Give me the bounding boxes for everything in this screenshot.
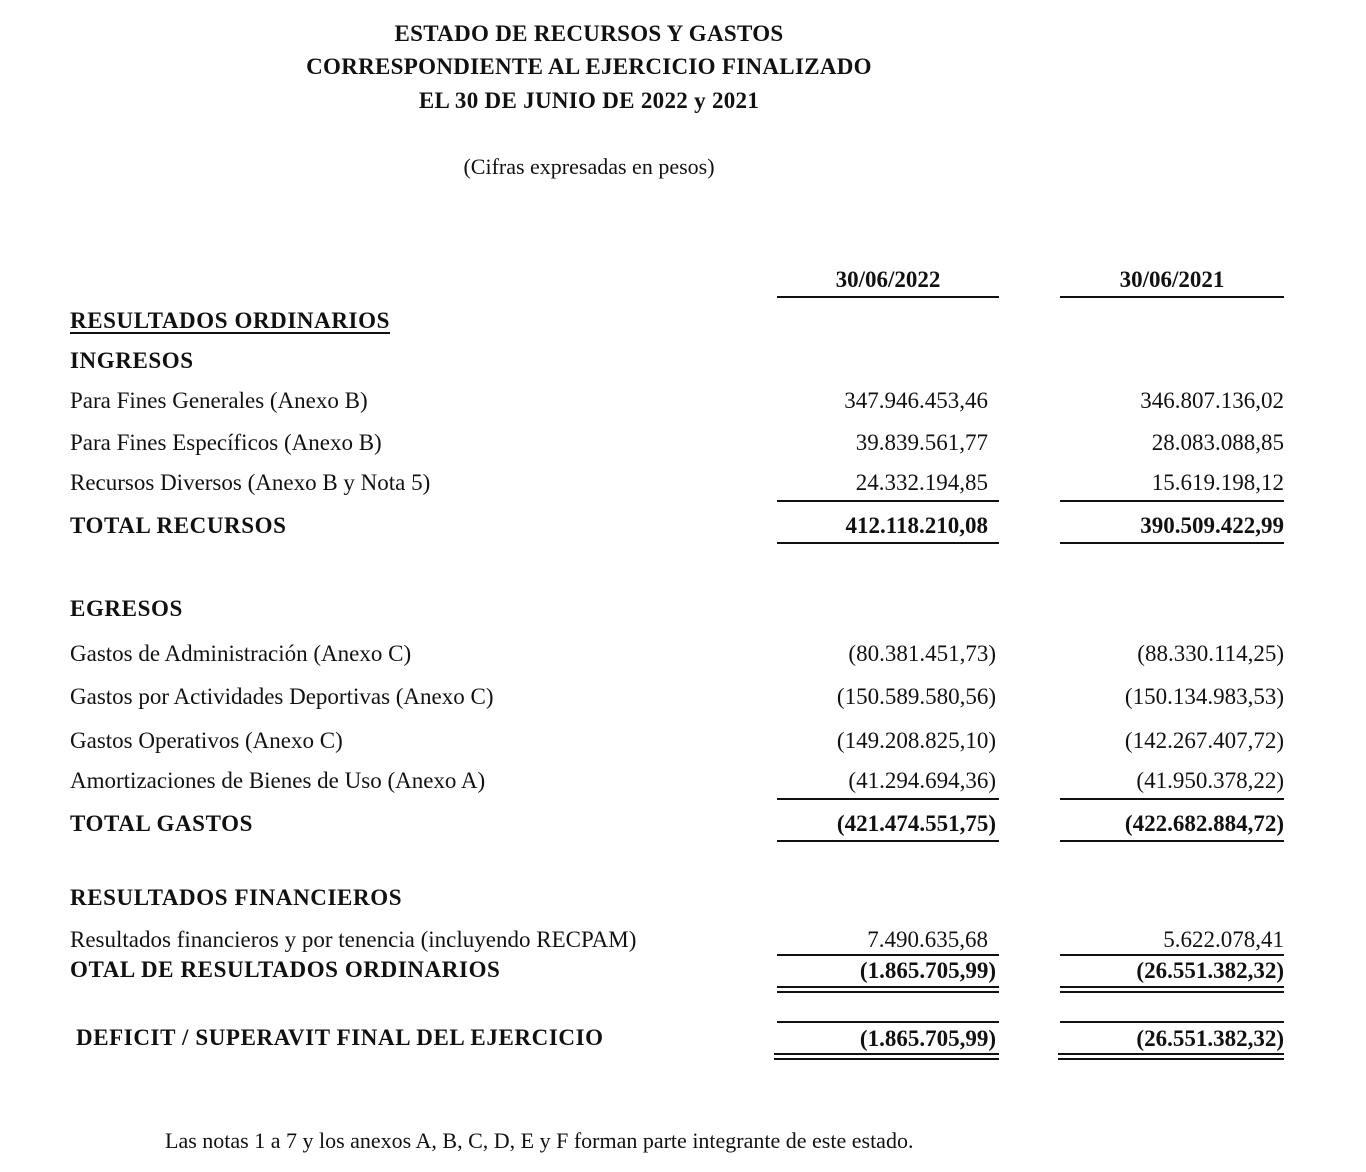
row-label-amortizaciones: Amortizaciones de Bienes de Uso (Anexo A): [70, 768, 486, 793]
row-value-2021-deficit-superavit: (26.551.382,32): [1136, 1026, 1284, 1051]
column-header-2022: 30/06/2022: [835, 267, 941, 292]
row-value-2021-total-recursos: 390.509.422,99: [1140, 513, 1284, 538]
section-resultados-financieros: RESULTADOS FINANCIEROS: [70, 885, 403, 910]
title-line-2: CORRESPONDIENTE AL EJERCICIO FINALIZADO: [306, 54, 872, 79]
row-label-total-ordinarios: OTAL DE RESULTADOS ORDINARIOS: [70, 957, 501, 982]
row-label-total-recursos: TOTAL RECURSOS: [70, 513, 287, 538]
row-value-2021-gastos-operativos: (142.267.407,72): [1124, 728, 1284, 753]
row-label-gastos-operativos: Gastos Operativos (Anexo C): [70, 728, 343, 753]
row-value-2022-amortizaciones: (41.294.694,36): [848, 768, 996, 793]
header-rule-2022: [777, 296, 999, 298]
total-rule-2022: [777, 542, 999, 544]
row-value-2022-gastos-operativos: (149.208.825,10): [836, 728, 996, 753]
total-rule-2021: [1060, 542, 1284, 544]
row-value-2021-resultados-financieros: 5.622.078,41: [1163, 927, 1284, 952]
column-header-2021: 30/06/2021: [1119, 267, 1225, 292]
header-rule-2021: [1060, 296, 1284, 298]
total-rule-gastos-2022: [777, 840, 999, 842]
row-value-2022-recursos-diversos: 24.332.194,85: [855, 470, 988, 495]
double-rule-ordinarios-2022: [777, 986, 999, 993]
footer-note: Las notas 1 a 7 y los anexos A, B, C, D, E y F forman parte integrante de este estado.: [165, 1128, 914, 1153]
row-label-fines-especificos: Para Fines Específicos (Anexo B): [70, 430, 382, 455]
row-value-2021-recursos-diversos: 15.619.198,12: [1151, 470, 1284, 495]
currency-note: (Cifras expresadas en pesos): [463, 154, 715, 179]
row-value-2022-total-recursos: 412.118.210,08: [845, 513, 988, 538]
row-label-fines-generales: Para Fines Generales (Anexo B): [70, 388, 368, 413]
section-ingresos: INGRESOS: [70, 348, 194, 373]
row-value-2022-total-gastos: (421.474.551,75): [836, 811, 996, 836]
row-label-resultados-financieros: Resultados financieros y por tenencia (incluyendo RECPAM): [70, 927, 637, 952]
double-rule-deficit-2021: [1058, 1053, 1284, 1060]
subtotal-rule-gastos-2021: [1060, 798, 1284, 800]
double-rule-ordinarios-2021: [1060, 986, 1284, 993]
subtotal-rule-financieros-2022: [777, 954, 999, 956]
subtotal-rule-2021: [1060, 500, 1284, 502]
row-value-2021-fines-especificos: 28.083.088,85: [1151, 430, 1284, 455]
row-value-2022-fines-especificos: 39.839.561,77: [855, 430, 988, 455]
row-label-gastos-deportivas: Gastos por Actividades Deportivas (Anexo C): [70, 684, 494, 709]
row-value-2021-fines-generales: 346.807.136,02: [1140, 388, 1284, 413]
row-value-2021-gastos-administracion: (88.330.114,25): [1137, 641, 1284, 666]
row-value-2022-gastos-deportivas: (150.589.580,56): [836, 684, 996, 709]
subtotal-rule-2022: [777, 500, 999, 502]
row-label-gastos-administracion: Gastos de Administración (Anexo C): [70, 641, 412, 666]
row-label-recursos-diversos: Recursos Diversos (Anexo B y Nota 5): [70, 470, 431, 495]
row-value-2022-gastos-administracion: (80.381.451,73): [848, 641, 996, 666]
section-resultados-ordinarios: RESULTADOS ORDINARIOS: [70, 308, 390, 333]
total-rule-gastos-2021: [1060, 840, 1284, 842]
row-label-total-gastos: TOTAL GASTOS: [70, 811, 253, 836]
row-value-2021-gastos-deportivas: (150.134.983,53): [1124, 684, 1284, 709]
row-value-2021-amortizaciones: (41.950.378,22): [1136, 768, 1284, 793]
row-value-2022-fines-generales: 347.946.453,46: [844, 388, 988, 413]
top-rule-deficit-2022: [777, 1021, 999, 1023]
section-egresos: EGRESOS: [70, 596, 183, 621]
row-value-2021-total-gastos: (422.682.884,72): [1124, 811, 1284, 836]
row-value-2021-total-ordinarios: (26.551.382,32): [1136, 958, 1284, 983]
subtotal-rule-financieros-2021: [1060, 954, 1284, 956]
row-value-2022-resultados-financieros: 7.490.635,68: [867, 927, 988, 952]
subtotal-rule-gastos-2022: [777, 798, 999, 800]
top-rule-deficit-2021: [1060, 1021, 1284, 1023]
row-label-deficit-superavit: DEFICIT / SUPERAVIT FINAL DEL EJERCICIO: [76, 1025, 604, 1050]
title-line-1: ESTADO DE RECURSOS Y GASTOS: [394, 21, 784, 46]
double-rule-deficit-2022: [774, 1053, 999, 1060]
title-line-3: EL 30 DE JUNIO DE 2022 y 2021: [418, 88, 760, 113]
row-value-2022-deficit-superavit: (1.865.705,99): [859, 1026, 996, 1051]
row-value-2022-total-ordinarios: (1.865.705,99): [859, 958, 996, 983]
